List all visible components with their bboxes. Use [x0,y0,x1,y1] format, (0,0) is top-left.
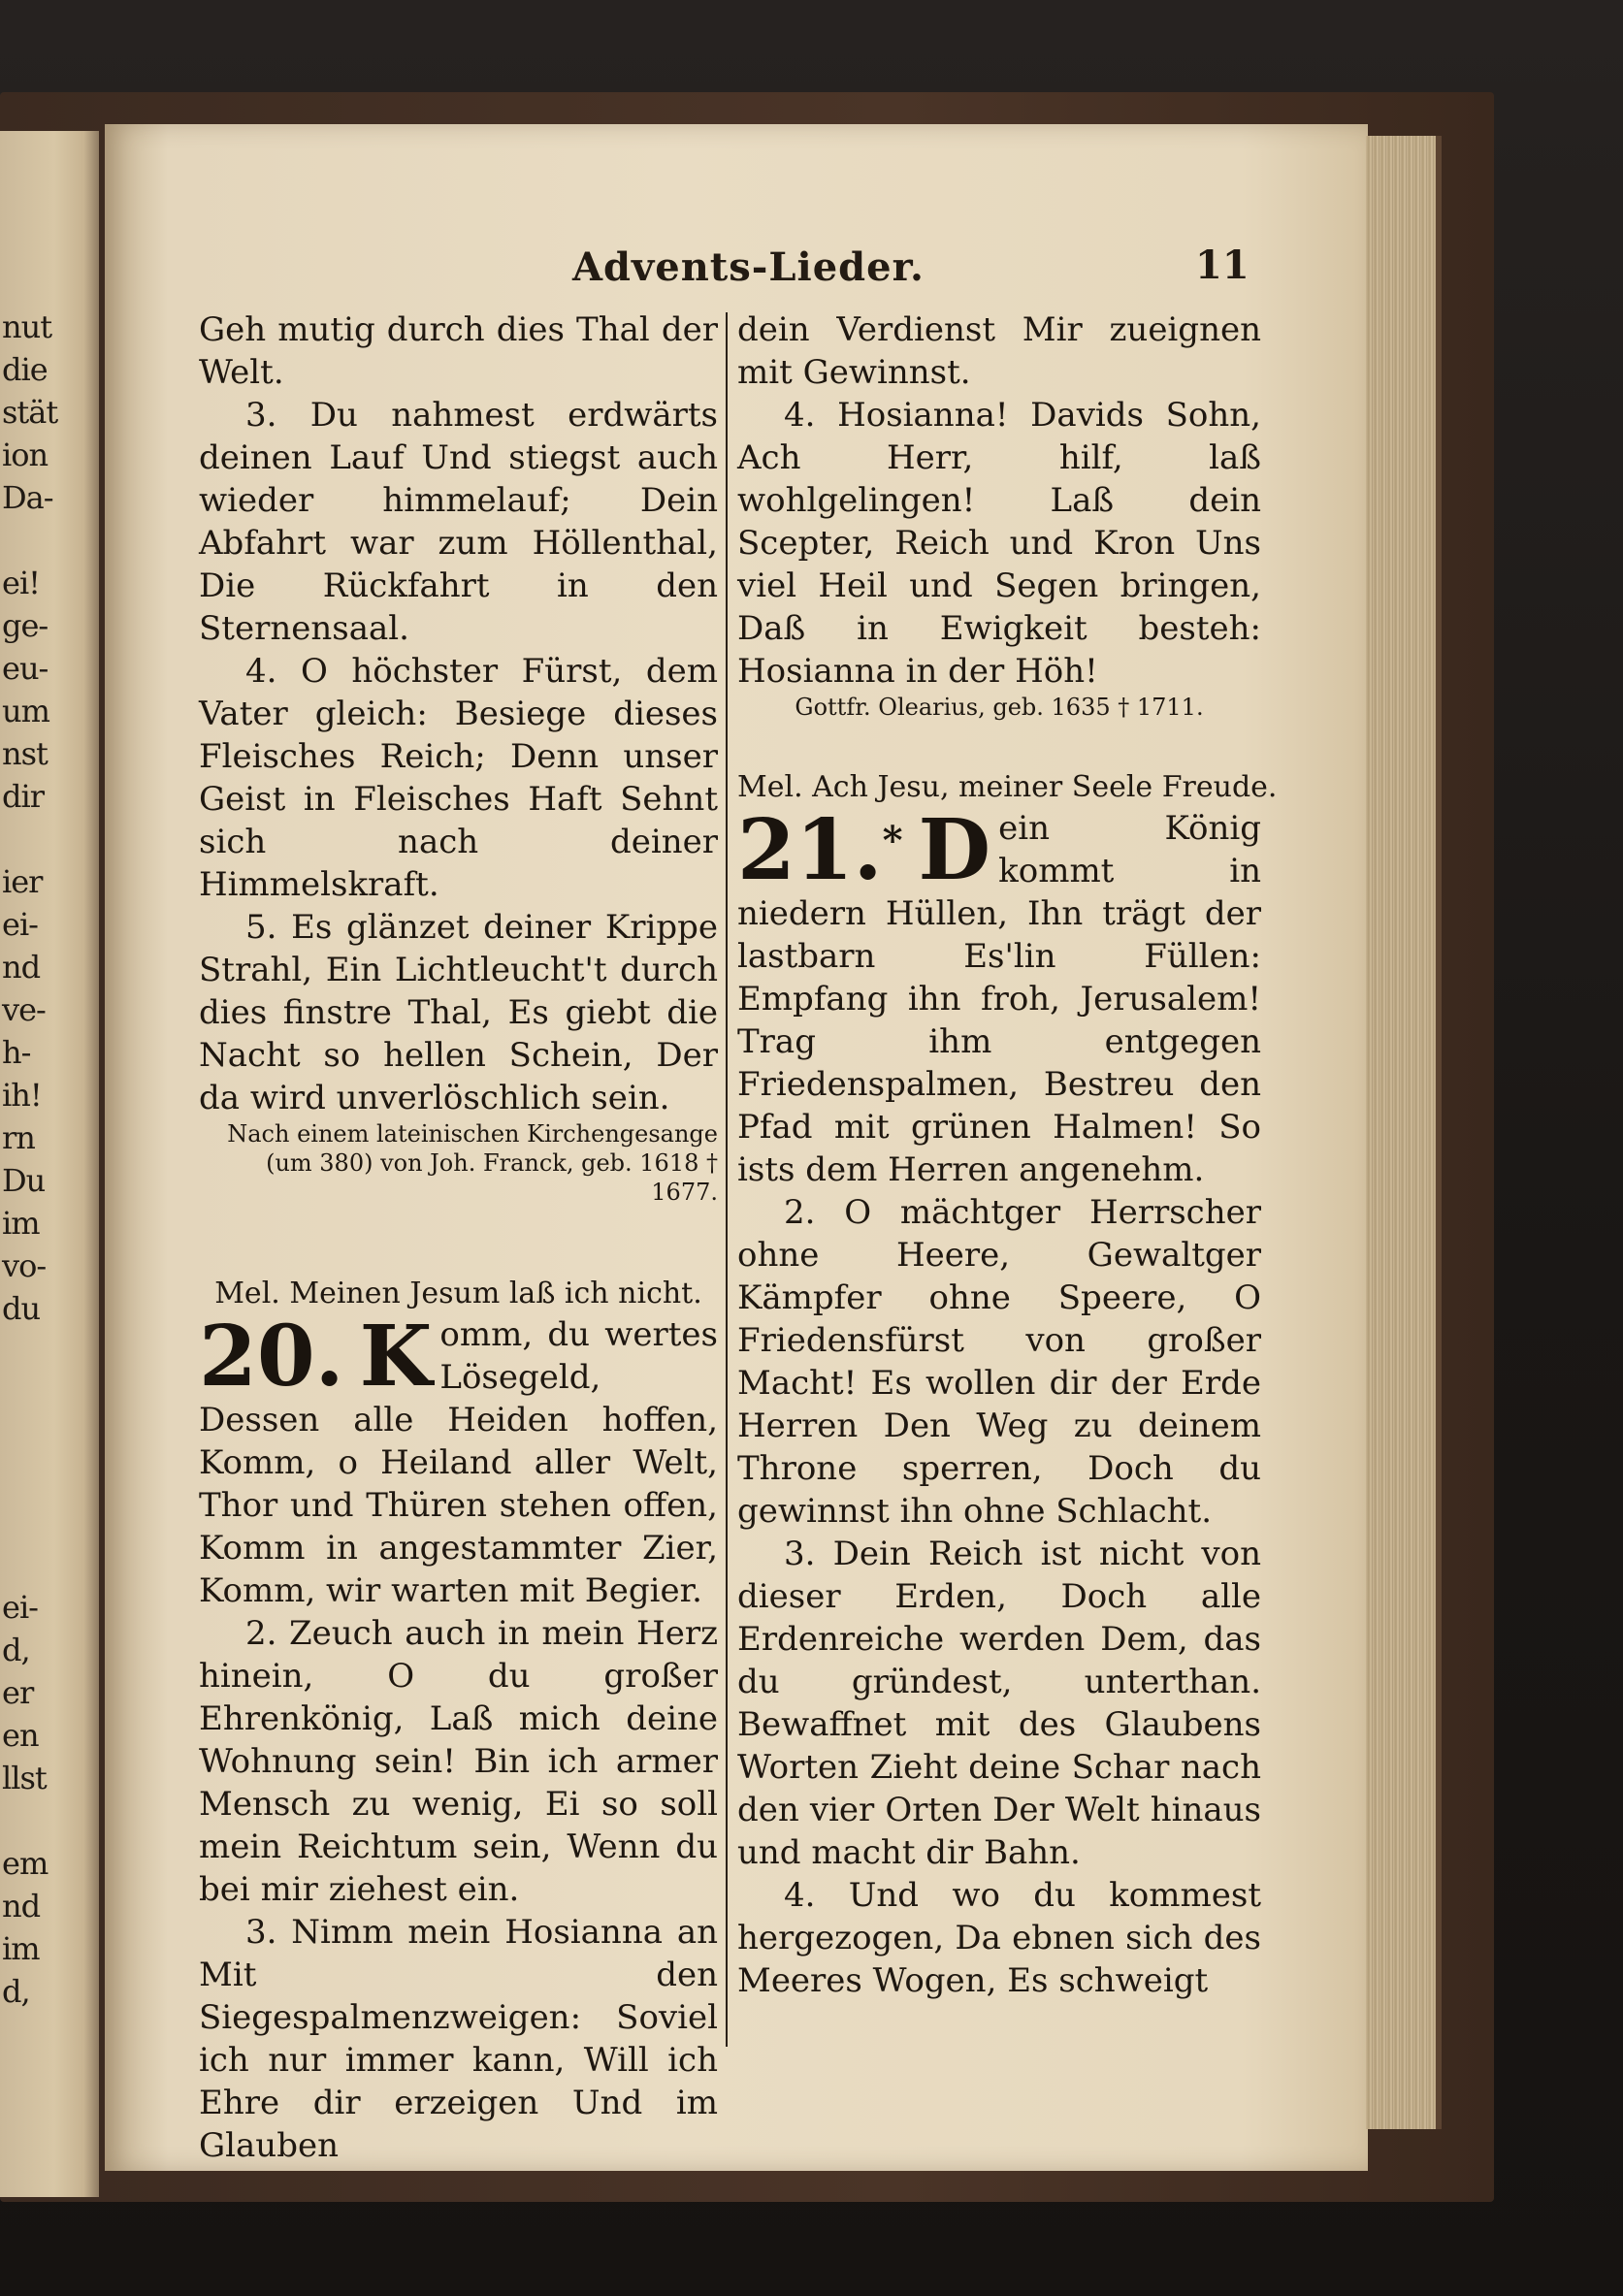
running-head: Advents-Lieder. [572,244,925,290]
melody-line: Mel. Meinen Jesum laß ich nicht. [214,1277,702,1310]
left-page-fragment: d, [2,1973,30,2010]
drop-cap: D [918,801,991,899]
left-page-fragment: vo- [2,1247,47,1284]
left-page-fragment: em [2,1845,49,1882]
drop-cap: K [359,1308,433,1406]
hymn-number [737,801,903,899]
stanza: 2. O mächtger Herrscher ohne Heere, Gewaltger Kämpfer ohne Speere, O Friedensfürst von großer Macht! Es wollen dir der Erde Herren Den Weg zu deinem Throne sperren, Doch du gewinnst ihn ohne Schlacht. [737,1193,1261,1531]
left-page-fragment: ei! [2,565,41,601]
stanza: 3. Du nahmest erdwärts deinen Lauf Und stiegst auch wieder himmelauf; Dein Abfahrt war zum Höllenthal, Die Rückfahrt in den Sternensaal. [199,396,718,648]
hymn-20-first-stanza [199,1308,718,1612]
melody-line: Mel. Ach Jesu, meiner Seele Freude. [737,770,1278,804]
left-page-fragment: llst [2,1760,47,1796]
stanza: 3. Dein Reich ist nicht von dieser Erden, Doch alle Erdenreiche werden Dem, das du gründest, unterthan. Bewaffnet mit des Glaubens Worten Zieht deine Schar nach den vier Orten Der Welt hinaus und macht dir Bahn. [737,1535,1261,1872]
left-page-fragment: dir [2,778,45,815]
left-page-fragment: ier [2,863,43,900]
left-page-fragment: ei- [2,1589,38,1626]
continued-text: dein Verdienst Mir zueignen mit Gewinnst. [737,310,1261,392]
left-page-fragment: ion [2,437,49,473]
left-page-fragment: ve- [2,991,46,1028]
left-page-fragment: d, [2,1632,30,1668]
hymn-21-first-stanza [737,801,1261,1191]
left-page-fragment: stät [2,394,58,431]
left-page-fragment: nd [2,949,41,986]
left-page-fragment: ih! [2,1077,42,1114]
asterisk: * [882,818,903,863]
hymn-number: 20. [199,1308,344,1406]
stanza: 3. Nimm mein Hosianna an Mit den Siegespalmenzweigen: Soviel ich nur immer kann, Will ich Ehre dir erzeigen Und im Glauben [199,1913,718,2165]
left-page-edge [0,131,99,2197]
left-page-fragment: eu- [2,650,49,687]
left-page-fragment: nd [2,1888,41,1924]
left-page-fragment: um [2,693,49,729]
left-page-fragment: ei- [2,906,38,943]
left-page-fragment: du [2,1290,41,1327]
left-page-fragment: ge- [2,607,49,644]
hymn-number-digits: 21. [737,801,883,899]
left-page-fragment: h- [2,1034,31,1071]
stanza: 5. Es glänzet deiner Krippe Strahl, Ein Lichtleucht't durch dies finstre Thal, Es giebt die Nacht so hellen Schein, Der da wird unverlöschlich sein. [199,908,718,1117]
left-page-fragment: Da- [2,479,53,516]
left-page-fragment: Du [2,1162,46,1199]
stanza: 2. Zeuch auch in mein Herz hinein, O du großer Ehrenkönig, Laß mich deine Wohnung sein! Bin ich armer Mensch zu wenig, Ei so soll mein Reichtum sein, Wenn du bei mir ziehest ein. [199,1614,718,1909]
left-page-fragment: im [2,1205,40,1242]
left-page-fragment: die [2,351,48,388]
author-credit: Gottfr. Olearius, geb. 1635 † 1711. [795,694,1204,721]
left-page-fragment: er [2,1674,34,1711]
page-block-edges [1366,136,1442,2129]
left-column [199,308,718,2167]
stanza: 4. O höchster Fürst, dem Vater gleich: Besiege dieses Fleisches Reich; Denn unser Geist in Fleisches Haft Sehnt sich nach deiner Himmelskraft. [199,652,718,904]
left-page-fragment: rn [2,1119,35,1156]
hymn-text: omm, du wertes Lösegeld, Dessen alle Heiden hoffen, Komm, o Heiland aller Welt, Thor und Thüren stehen offen, Komm in angestammter Zier, Komm, wir warten mit Begier. [199,1315,718,1610]
page-number: 11 [1195,243,1250,288]
right-column [737,308,1278,2002]
left-page-fragment: en [2,1717,39,1754]
column-rule [726,312,728,2047]
spacer [737,722,1261,768]
left-page-fragment: im [2,1930,40,1967]
hymn-text: ein König kommt in niedern Hüllen, Ihn trägt der lastbarn Es'lin Füllen: Empfang ihn froh, Jerusalem! Trag ihm entgegen Friedenspalmen, Bestreu den Pfad mit grünen Halmen! So ists dem Herren angenehm. [737,809,1261,1189]
stanza: 4. Und wo du kommest hergezogen, Da ebnen sich des Meeres Wogen, Es schweigt [737,1876,1261,2000]
left-page-fragment: nut [2,308,52,345]
author-credit: Nach einem lateinischen Kirchengesange (um 380) von Joh. Franck, geb. 1618 † 1677. [227,1120,718,1206]
continued-text: Geh mutig durch dies Thal der Welt. [199,310,718,392]
left-page-fragment: nst [2,735,48,772]
spacer [199,1207,718,1275]
stanza: 4. Hosianna! Davids Sohn, Ach Herr, hilf, laß wohlgelingen! Laß dein Scepter, Reich und Kron Uns viel Heil und Segen bringen, Daß in Ewigkeit besteh: Hosianna in der Höh! [737,396,1261,691]
